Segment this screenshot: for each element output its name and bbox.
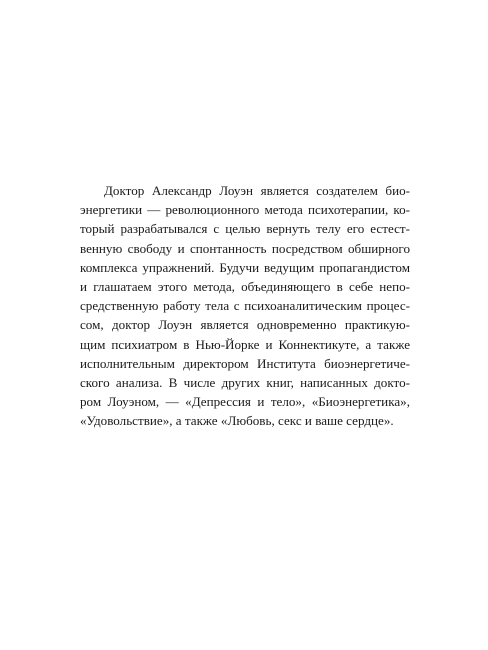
paragraph-line: ром Лоуэном, — «Депрессия и тело», «Биоэнергетика»,	[80, 394, 410, 410]
paragraph-line: щим психиатром в Нью-Йорке и Коннектикуте, а также	[80, 336, 410, 352]
paragraph-line: ского анализа. В числе других книг, написанных докто-	[80, 374, 410, 390]
paragraph-line: «Удовольствие», а также «Любовь, секс и ваше сердце».	[80, 413, 394, 429]
paragraph-line: исполнительным директором Института биоэнергетиче-	[80, 355, 410, 371]
author-bio-paragraph	[80, 181, 410, 430]
paragraph-line: торый разрабатывался с целью вернуть телу его естест-	[80, 221, 410, 237]
paragraph-line: венную свободу и спонтанность посредством обширного	[80, 240, 410, 256]
paragraph-line: и глашатаем этого метода, объединяющего в себе непо-	[80, 278, 410, 294]
paragraph-line: сом, доктор Лоуэн является одновременно практикую-	[80, 317, 410, 333]
paragraph-line: средственную работу тела с психоаналитическим процес-	[80, 298, 410, 314]
paragraph-line: Доктор Александр Лоуэн является создателем био-	[104, 183, 410, 198]
paragraph-line: комплекса упражнений. Будучи ведущим пропагандистом	[80, 259, 410, 275]
paragraph-line: энергетики — революционного метода психотерапии, ко-	[80, 202, 410, 218]
